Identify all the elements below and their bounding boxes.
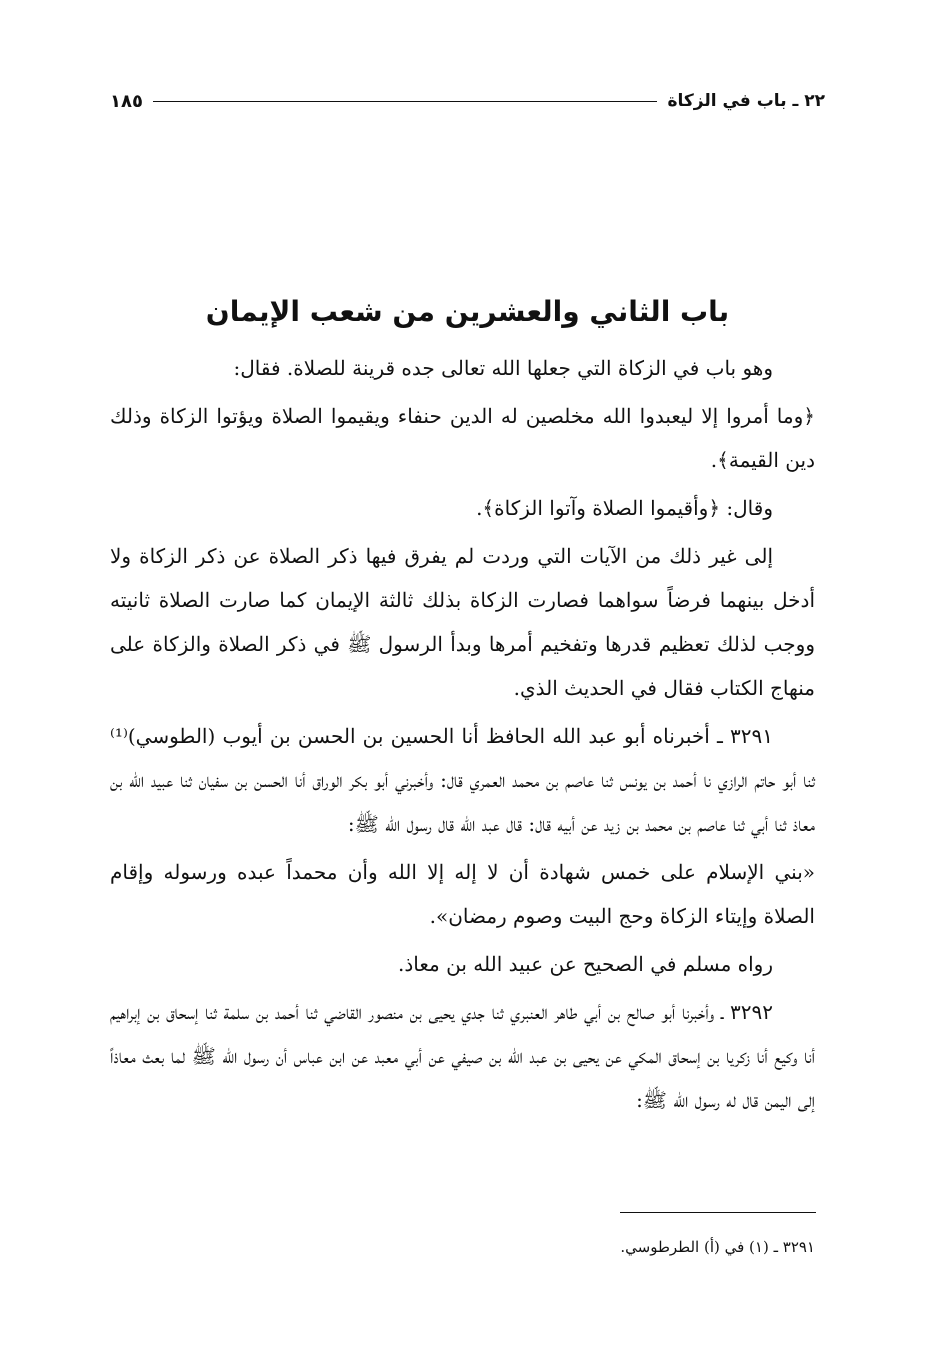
body-text [110, 346, 815, 1122]
running-header-chapter: ٢٢ ـ باب في الزكاة [667, 91, 825, 111]
quran-verse-2: وقال: ﴿وأقيموا الصلاة وآتوا الزكاة﴾. [476, 496, 773, 520]
page-number: ١٨٥ [110, 90, 143, 112]
intro-paragraph: وهو باب في الزكاة التي جعلها الله تعالى جده قرينة للصلاة. فقال: [233, 356, 773, 380]
chapter-title: باب الثاني والعشرين من شعب الإيمان [205, 295, 730, 328]
quran-verse-1: ﴿وما أمروا إلا ليعبدوا الله مخلصين له الدين حنفاء ويقيموا الصلاة ويؤتوا الزكاة وذلك دين القيمة﴾. [110, 404, 815, 472]
hadith-3291-text: «بني الإسلام على خمس شهادة أن لا إله إلا الله وأن محمداً عبده ورسوله وإقام الصلاة وإيتاء الزكاة وحج البيت وصوم رمضان». [110, 860, 815, 928]
hadith-3291-source: رواه مسلم في الصحيح عن عبيد الله بن معاذ. [398, 952, 773, 976]
footnote-rule [620, 1212, 816, 1213]
commentary-paragraph: إلى غير ذلك من الآيات التي وردت لم يفرق فيها ذكر الصلاة عن ذكر الزكاة ولا أدخل بينهما فرضاً سواهما فصارت الزكاة بذلك ثالثة الإيمان كما صارت الصلاة ثانيته ووجب لذلك تعظيم قدرها وتفخيم أمرها وبدأ الرسول ﷺ في ذكر الصلاة والزكاة على منهاج الكتاب فقال في الحديث الذي. [110, 544, 815, 700]
hadith-3291-chain: ٣٢٩١ ـ أخبرناه أبو عبد الله الحافظ أنا الحسين بن الحسن بن أيوب (الطوسي)⁽¹⁾ ثنا أبو حاتم الرازي نا أحمد بن يونس ثنا عاصم بن محمد العمري قال: وأخبرني أبو بكر الوراق أنا الحسن بن سفيان ثنا عبيد الله بن معاذ ثنا أبي ثنا عاصم بن محمد بن زيد عن أبيه قال: قال عبد الله قال رسول الله ﷺ: [110, 724, 815, 836]
header-rule [153, 101, 658, 102]
page-header [110, 84, 825, 118]
hadith-3292-chain: ٣٢٩٢ ـ وأخبرنا أبو صالح بن أبي طاهر العنبري ثنا جدي يحيى بن منصور القاضي ثنا أحمد بن سلمة ثنا إسحاق بن إبراهيم أنا وكيع أنا زكريا بن إسحاق المكي عن يحيى بن عبد الله بن صيفي عن أبي معبد عن ابن عباس أن رسول الله ﷺ لما بعث معاذاً إلى اليمن قال له رسول الله ﷺ: [110, 1000, 815, 1112]
footnote: ٣٢٩١ ـ (١) في (أ) الطرطوسي. [620, 1238, 815, 1256]
